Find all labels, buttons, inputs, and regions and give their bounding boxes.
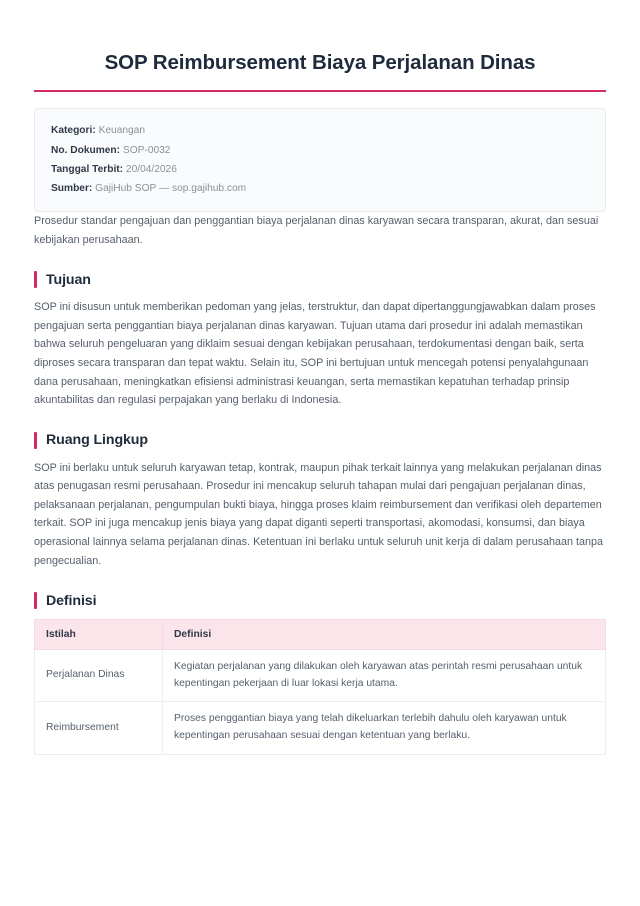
section-accent-bar-icon	[34, 592, 37, 609]
metadata-row-tanggal-terbit	[51, 160, 589, 179]
metadata-row-sumber	[51, 180, 589, 199]
section-accent-bar-icon	[34, 271, 37, 288]
metadata-label-no-dokumen: No. Dokumen:	[51, 144, 121, 156]
document-metadata-box	[34, 108, 606, 213]
metadata-label-sumber: Sumber:	[51, 183, 93, 195]
section-body-ruang-lingkup: SOP ini berlaku untuk seluruh karyawan tetap, kontrak, maupun pihak terkait lainnya yang melakukan perjalanan dinas atas penugasan resmi perusahaan. Prosedur ini mencakup seluruh tahapan mulai dari pengajuan perjalanan dinas, pelaksanaan perjalanan, pengumpulan bukti biaya, hingga proses klaim reimbursement dan verifikasi oleh departemen terkait. SOP ini juga mencakup jenis biaya yang dapat diganti seperti transportasi, akomodasi, konsumsi, dan biaya operasional lainnya selama perjalanan dinas. Ketentuan ini berlaku untuk seluruh unit kerja di dalam perusahaan tanpa pengecualian.	[34, 461, 604, 567]
section-heading-tujuan	[34, 271, 606, 288]
table-row	[35, 702, 606, 754]
column-header-definisi: Definisi	[163, 620, 606, 650]
metadata-value-tanggal-terbit: 20/04/2026	[125, 164, 177, 175]
definition-table-head	[35, 620, 606, 650]
metadata-value-no-dokumen: SOP-0032	[122, 144, 171, 156]
section-definisi	[34, 592, 606, 755]
section-accent-bar-icon	[34, 432, 37, 449]
section-title-ruang-lingkup: Ruang Lingkup	[46, 432, 148, 449]
cell-definition: Kegiatan perjalanan yang dilakukan oleh karyawan atas perintah resmi perusahaan untuk kepentingan pekerjaan di luar lokasi kerja utama.	[163, 650, 606, 702]
section-tujuan	[34, 271, 606, 409]
metadata-row-kategori	[51, 122, 589, 141]
metadata-label-kategori: Kategori:	[51, 125, 96, 137]
definition-table	[34, 619, 606, 755]
table-row	[35, 650, 606, 702]
section-body-tujuan: SOP ini disusun untuk memberikan pedoman yang jelas, terstruktur, dan dapat dipertanggungjawabkan dalam proses pengajuan serta penggantian biaya perjalanan dinas karyawan. Tujuan utama dari prosedur ini adalah memastikan bahwa seluruh pengeluaran yang diklaim sesuai dengan kebijakan perusahaan, terdokumentasi dengan baik, serta diproses secara transparan dan tepat waktu. Selain itu, SOP ini bertujuan untuk mencegah potensi penyalahgunaan dana perusahaan, meningkatkan efisiensi administrasi keuangan, serta memastikan kepatuhan terhadap prinsip akuntabilitas dan regulasi perpajakan yang berlaku di Indonesia.	[34, 301, 596, 407]
section-ruang-lingkup	[34, 432, 606, 570]
table-header-row	[35, 620, 606, 650]
section-title-tujuan: Tujuan	[46, 271, 91, 288]
metadata-label-tanggal-terbit: Tanggal Terbit:	[51, 164, 124, 175]
cell-definition: Proses penggantian biaya yang telah dikeluarkan terlebih dahulu oleh karyawan untuk kepentingan perusahaan sesuai dengan ketentuan yang berlaku.	[163, 702, 606, 754]
section-heading-ruang-lingkup	[34, 432, 606, 449]
metadata-row-no-dokumen	[51, 141, 589, 160]
section-title-definisi: Definisi	[46, 592, 97, 609]
section-heading-definisi	[34, 592, 606, 609]
page-title: SOP Reimbursement Biaya Perjalanan Dinas	[34, 40, 606, 92]
cell-term: Reimbursement	[35, 702, 163, 754]
column-header-istilah: Istilah	[35, 620, 163, 650]
cell-term: Perjalanan Dinas	[35, 650, 163, 702]
metadata-value-sumber: GajiHub SOP — sop.gajihub.com	[95, 183, 247, 195]
metadata-value-kategori: Keuangan	[98, 125, 146, 137]
definition-table-body	[35, 650, 606, 755]
intro-paragraph: Prosedur standar pengajuan dan penggantian biaya perjalanan dinas karyawan secara transparan, akurat, dan sesuai kebijakan perusahaan.	[34, 215, 599, 246]
